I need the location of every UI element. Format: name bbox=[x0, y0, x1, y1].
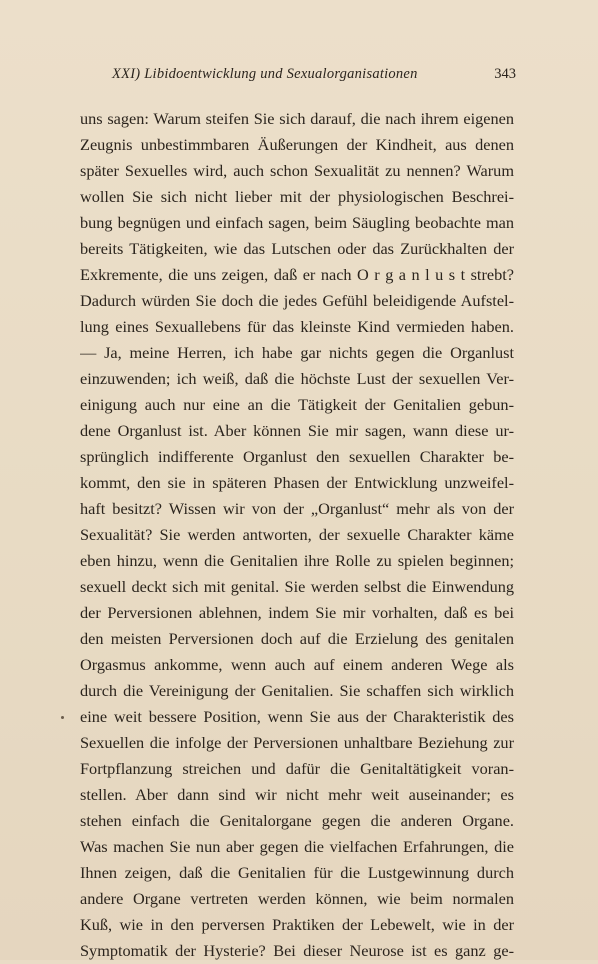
text-line: sexuell deckt sich mit genital. Sie werden selbst die Einwendung bbox=[80, 577, 514, 596]
text-line: einzuwenden; ich weiß, daß die höchste Lust der sexuellen Ver- bbox=[80, 369, 514, 388]
text-line: bung begnügen und einfach sagen, beim Säugling beobachte man bbox=[80, 213, 514, 232]
text-line: Orgasmus ankomme, wenn auch auf einem anderen Wege als bbox=[80, 655, 514, 674]
body-text bbox=[80, 106, 514, 964]
text-line: später Sexuelles wird, auch schon Sexualität zu nennen? Warum bbox=[80, 161, 514, 180]
margin-speck bbox=[61, 716, 64, 719]
text-line: der Perversionen ablehnen, indem Sie mir vorhalten, daß es bei bbox=[80, 603, 514, 622]
text-line: Zeugnis unbestimmbaren Äußerungen der Kindheit, aus denen bbox=[80, 135, 514, 154]
text-line: Ihnen zeigen, daß die Genitalien für die Lustgewinnung durch bbox=[80, 863, 514, 882]
text-line: durch die Vereinigung der Genitalien. Sie schaffen sich wirklich bbox=[80, 681, 514, 700]
text-line: Dadurch würden Sie doch die jedes Gefühl beleidigende Aufstel- bbox=[80, 291, 514, 310]
text-line: andere Organe vertreten werden können, wie beim normalen bbox=[80, 889, 514, 908]
text-line: haft besitzt? Wissen wir von der „Organlust“ mehr als von der bbox=[80, 499, 514, 518]
text-line: einigung auch nur eine an die Tätigkeit der Genitalien gebun- bbox=[80, 395, 514, 414]
text-line: den meisten Perversionen doch auf die Erzielung des genitalen bbox=[80, 629, 514, 648]
text-line: Exkremente, die uns zeigen, daß er nach O r g a n l u s t strebt? bbox=[80, 265, 514, 284]
running-head bbox=[112, 66, 516, 90]
text-line: stellen. Aber dann sind wir nicht mehr weit auseinander; es bbox=[80, 785, 514, 804]
text-line: Fortpflanzung streichen und dafür die Genitaltätigkeit voran- bbox=[80, 759, 514, 778]
text-line: — Ja, meine Herren, ich habe gar nichts gegen die Organlust bbox=[80, 343, 514, 362]
text-line: Sexuellen die infolge der Perversionen unhaltbare Beziehung zur bbox=[80, 733, 514, 752]
text-line: eine weit bessere Position, wenn Sie aus der Charakteristik des bbox=[80, 707, 514, 726]
text-line: eben hinzu, wenn die Genitalien ihre Rolle zu spielen beginnen; bbox=[80, 551, 514, 570]
text-line: uns sagen: Warum steifen Sie sich darauf, die nach ihrem eigenen bbox=[80, 109, 514, 128]
text-line: lung eines Sexuallebens für das kleinste Kind vermieden haben. bbox=[80, 317, 514, 336]
text-line: Sexualität? Sie werden antworten, der sexuelle Charakter käme bbox=[80, 525, 514, 544]
text-line: dene Organlust ist. Aber können Sie mir sagen, wann diese ur- bbox=[80, 421, 514, 440]
text-line: stehen einfach die Genitalorgane gegen die anderen Organe. bbox=[80, 811, 514, 830]
text-line: Symptomatik der Hysterie? Bei dieser Neurose ist es ganz ge- bbox=[80, 941, 514, 960]
page-number: 343 bbox=[494, 66, 516, 82]
text-line: wollen Sie sich nicht lieber mit der physiologischen Beschrei- bbox=[80, 187, 514, 206]
chapter-heading: XXI) Libidoentwicklung und Sexualorganisationen bbox=[112, 66, 418, 82]
text-line: Was machen Sie nun aber gegen die vielfachen Erfahrungen, die bbox=[80, 837, 514, 856]
text-line: sprünglich indifferente Organlust den sexuellen Charakter be- bbox=[80, 447, 514, 466]
text-line: kommt, den sie in späteren Phasen der Entwicklung unzweifel- bbox=[80, 473, 514, 492]
text-line: Kuß, wie in den perversen Praktiken der Lebewelt, wie in der bbox=[80, 915, 514, 934]
text-line: bereits Tätigkeiten, wie das Lutschen oder das Zurückhalten der bbox=[80, 239, 514, 258]
